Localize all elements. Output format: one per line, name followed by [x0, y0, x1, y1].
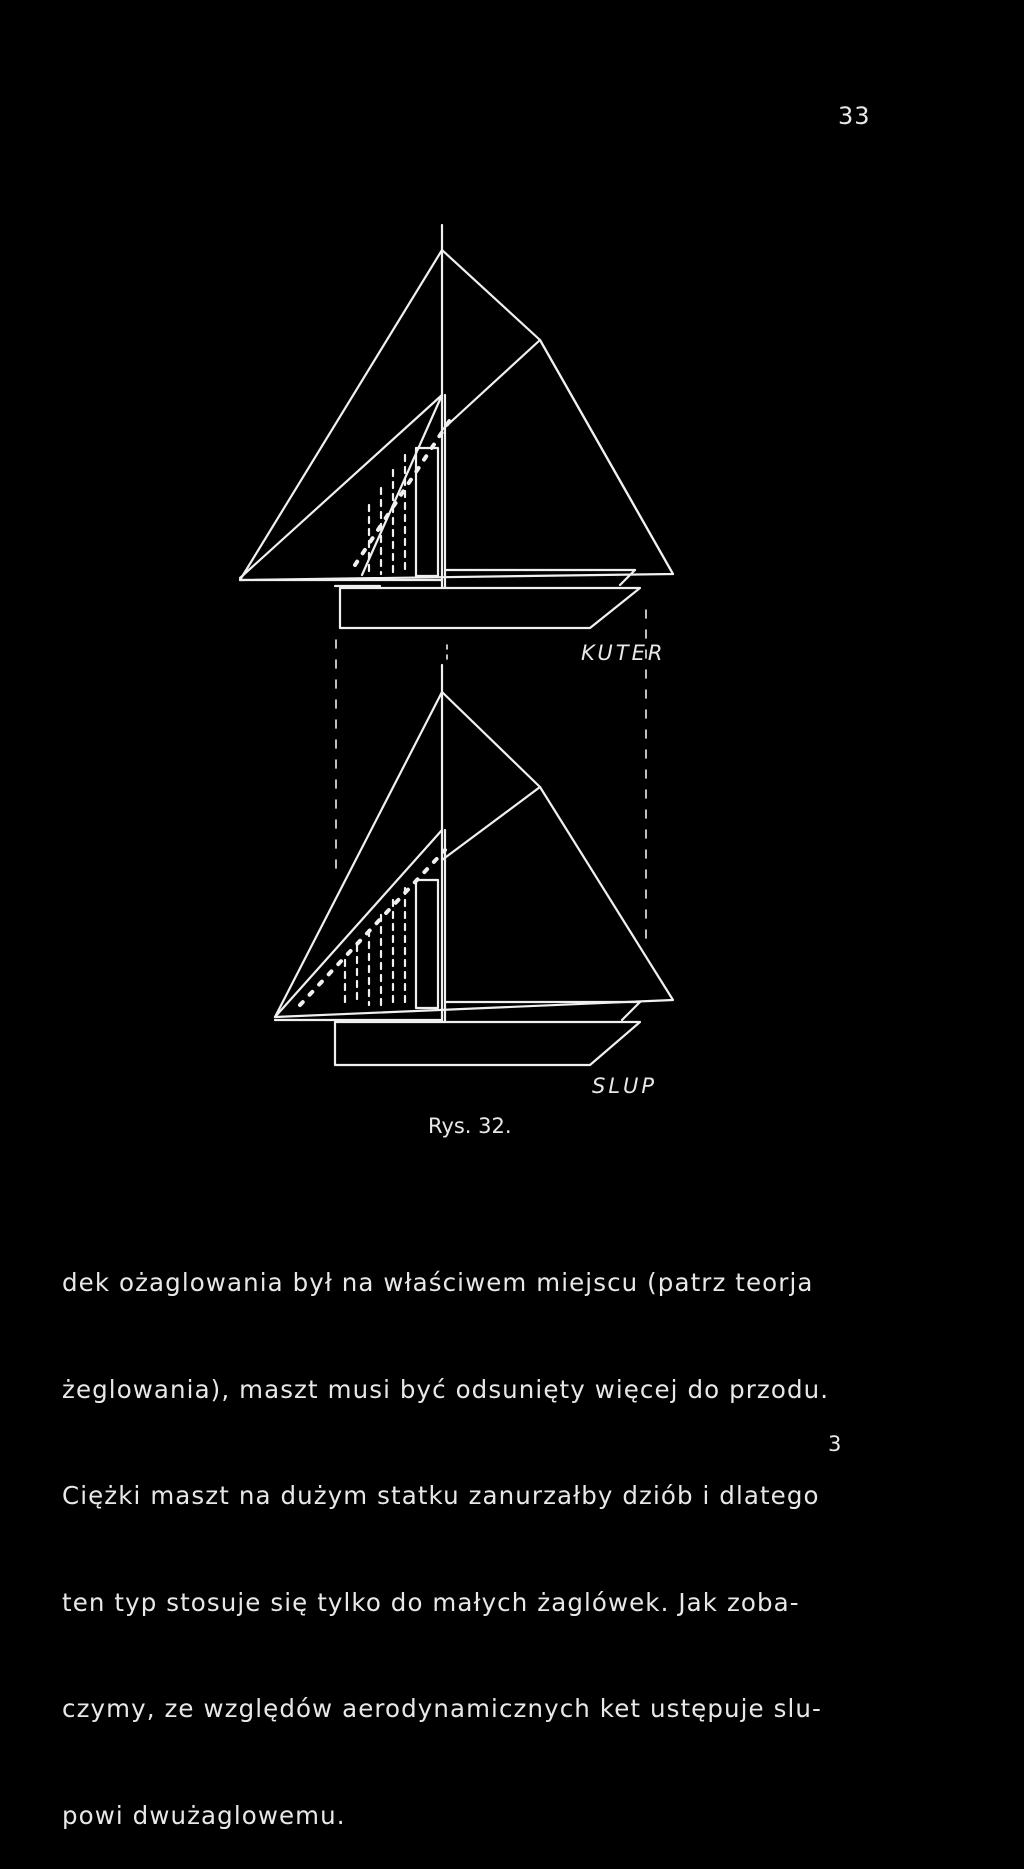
slup-label: SLUP	[592, 1074, 658, 1098]
body-paragraph	[62, 1194, 874, 1869]
signature-mark: 3	[828, 1432, 842, 1456]
kuter-drawing	[240, 225, 673, 940]
text-line: powi dwużaglowemu.	[62, 1800, 346, 1830]
text-line: Ciężki maszt na dużym statku zanurzałby dziób i dlatego	[62, 1481, 820, 1510]
text-line: żeglowania), maszt musi być odsunięty więcej do przodu.	[62, 1374, 830, 1404]
slup-drawing	[275, 665, 673, 1065]
text-line: ten typ stosuje się tylko do małych żaglówek. Jak zoba-	[62, 1587, 800, 1617]
figure-caption: Rys. 32.	[428, 1114, 512, 1138]
text-line: dek ożaglowania był na właściwem miejscu (patrz teorja	[62, 1268, 814, 1297]
text-line: czymy, ze względów aerodynamicznych ket ustępuje slu-	[62, 1694, 822, 1723]
page-number: 33	[838, 102, 871, 130]
kuter-label: KUTER	[581, 641, 666, 665]
